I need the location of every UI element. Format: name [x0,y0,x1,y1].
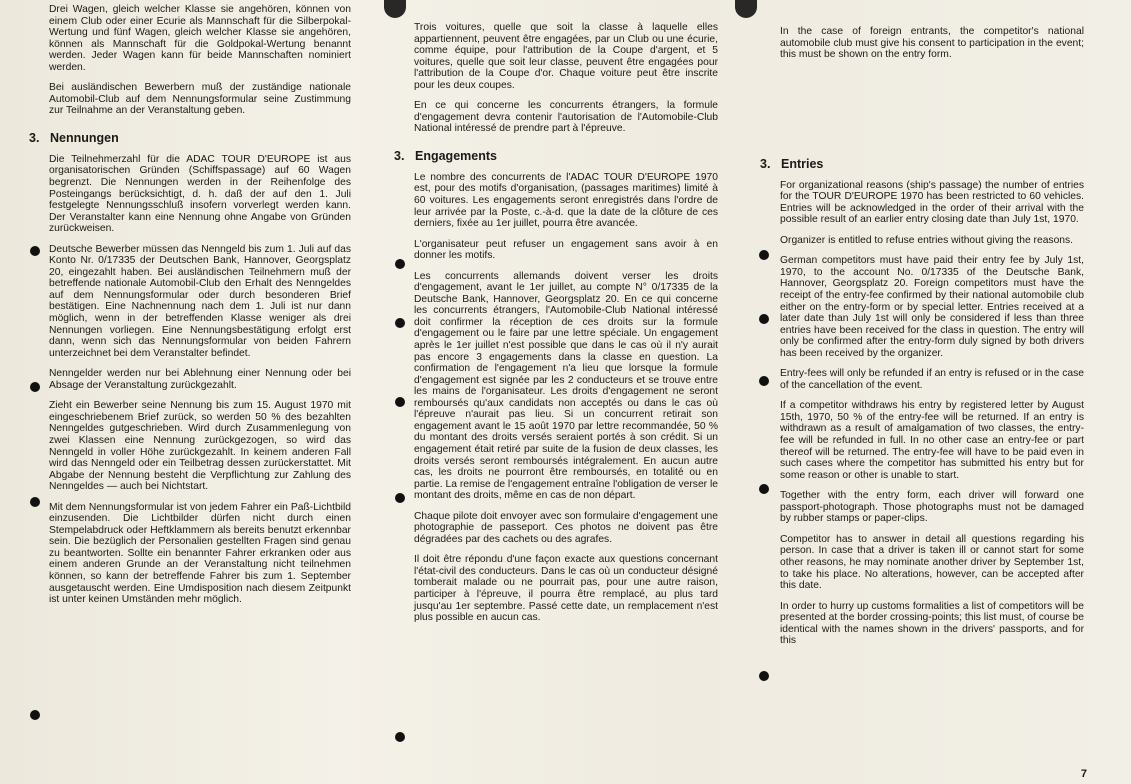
page-number: 7 [1080,768,1087,780]
body-paragraph: For organizational reasons (ship's passage) the number of entries for the TOUR D'EUROPE 1970 has been restricted to 60 vehicles. Entries will be acknowledged in the order of their arrival with the possible result of an earlier entry closing date than July 1st, 1970. [780,179,1084,226]
margin-bullet [30,710,40,720]
body-paragraph: Mit dem Nennungsformular ist von jedem Fahrer ein Paß-Lichtbild einzusenden. Die Lichtbilder dürfen nicht durch einen Stempelabdruck oder Heftklammern als bereits benutzt erkennbar sein. Die bezüglich der Personalien gestellten Fragen sind genau zu beantworten. Sollte ein benannter Fahrer erkranken oder aus einem anderen Grunde an der Veranstaltung nicht teilnehmen können, so kann der betreffende Fahrer bis zum 1. September ausgetauscht werden. Eine Umdisposition nach diesem Zeitpunkt ist unter keinen Umständen mehr möglich. [49,501,351,606]
section-title: Nennungen [50,130,119,145]
margin-bullet [30,382,40,392]
intro-paragraph: Bei ausländischen Bewerbern muß der zuständige nationale Automobil-Club auf dem Nennungsformular seine Zustimmung zur Teilnahme an der Veranstaltung geben. [49,82,351,117]
body-paragraph: Le nombre des concurrents de l'ADAC TOUR D'EUROPE 1970 est, pour des motifs d'organisation, (passages maritimes) limité à 60 voitures. Les engagements seront enregistrés dans l'ordre de leur arrivée par la Poste, c.-à-d. que la date de la clôture de ces derniers, fixée au 1er juillet, pourra être avancée. [414,171,718,230]
section-title: Engagements [415,148,497,163]
intro-paragraph: Trois voitures, quelle que soit la classe à laquelle elles appartiennent, peuvent être engagées, par un Club ou une écurie, comme équipe, pour l'attribution de la Coupe d'argent, et 5 voitures, quelle que soit leur classe, peuvent être engagées pour l'attribution de la Coupe d'or. Chaque voiture peut être inscrite pour les deux coupes. [414,22,718,91]
margin-bullet [395,259,405,269]
margin-bullet [759,250,769,260]
intro-paragraph: Drei Wagen, gleich welcher Klasse sie angehören, können von einem Club oder einer Ecurie als Mannschaft für die Silberpokal-Wertung und fünf Wagen, gleich welcher Klasse sie angehören, können als Mannschaft für die Goldpokal-Wertung benannt werden. Jeder Wagen kann für beide Mannschaften nominiert werden. [49,4,351,73]
margin-bullet [759,314,769,324]
intro-paragraph: In the case of foreign entrants, the competitor's national automobile club must give his consent to participation in the event; this must be shown on the entry form. [780,26,1084,61]
body-paragraph: Entry-fees will only be refunded if an entry is refused or in the case of the cancellation of the event. [780,368,1084,391]
section-title: Entries [781,156,824,171]
body-paragraph: L'organisateur peut refuser un engagement sans avoir à en donner les motifs. [414,238,718,262]
margin-bullet [395,318,405,328]
body-paragraph: Competitor has to answer in detail all questions regarding his person. In case that a driver is taken ill or cannot start for some other reasons, he may nominate another driver by September 1st, to take his place. No alterations, however, can be accepted after this date. [780,533,1084,592]
intro-paragraph: En ce qui concerne les concurrents étrangers, la formule d'engagement devra contenir l'autorisation de l'Automobile-Club National intéressé de prendre part à l'épreuve. [414,100,718,135]
section-number: 3. [760,156,771,171]
margin-bullet [759,671,769,681]
margin-bullet [759,376,769,386]
body-paragraph: Together with the entry form, each driver will forward one passport-photograph. Those photographs must not be damaged by rubber stamps or paper-clips. [780,490,1084,525]
section-heading [394,149,718,163]
body-paragraph: Organizer is entitled to refuse entries without giving the reasons. [780,234,1074,246]
column-english [760,26,1084,656]
column-german [29,4,351,615]
body-paragraph: Chaque pilote doit envoyer avec son formulaire d'engagement une photographie de passeport. Ces photos ne doivent pas être dégradées par des cachets ou des agrafes. [414,510,718,545]
body-paragraph: Nenngelder werden nur bei Ablehnung einer Nennung oder bei Absage der Veranstaltung zurückgezahlt. [49,368,351,391]
body-paragraph: Il doit être répondu d'une façon exacte aux questions concernant l'état-civil des conducteurs. Dans le cas où un conducteur désigné tomberait malade ou ne pourrait pas, pour une autre raison, participer à l'épreuve, il pourra être remplacé, au plus tard jusqu'au 1er septembre. Passé cette date, un remplacement n'est plus possible en aucun cas. [414,554,718,624]
column-french [394,22,718,633]
margin-bullet [395,493,405,503]
body-paragraph: If a competitor withdraws his entry by registered letter by August 15th, 1970, 50 % of the entry-fee will be returned. If an entry is withdrawn as a result of amalgamation of two classes, the entry-fee will be refunded in full. In no other case an entry-fee or part thereof will be returned. The entry-fee will have to be paid even in such cases where the competitor has submitted his entry but for some reason or other is unable to start. [780,400,1084,481]
section-number: 3. [394,148,405,163]
section-heading [29,131,351,145]
body-paragraph: German competitors must have paid their entry fee by July 1st, 1970, to the account No. 0/17335 of the Deutsche Bank, Hannover, Georgsplatz 20. Foreign competitors must have the receipt of the entry-fee confirmed by their national automobile club either on the entry-form or by special letter. Entries received at a later date than July 1st will only be considered if less than three entries have been received for the class in question. The entry will only be confirmed after the entry-form duly signed by both drivers has been received by the organizer. [780,255,1084,359]
margin-bullet [759,484,769,494]
margin-bullet [30,246,40,256]
body-paragraph: Les concurrents allemands doivent verser les droits d'engagement, avant le 1er juillet, au compte N° 0/17335 de la Deutsche Bank, Hannover, Georgsplatz 20. En ce qui concerne les concurrents étrangers, l'Automobile-Club National intéressé doit confirmer la réception de ces droits sur la formule d'engagement ou le faire par une lettre spéciale. Un engagement après le 1er juillet n'est possible que dans le cas où il n'y aurait pas encore 3 engagements dans la classe en question. La confirmation de l'engagement n'a lieu que lorsque la formule d'engagement est signée par les 2 conducteurs et se trouve entre les mains de l'organisateur. Les droits d'engagement ne seront remboursés qu'aux candidats non acceptés ou dans le cas où l'épreuve n'aurait pas lieu. Si un concurrent retirait son engagement avant le 15 août 1970 par lettre recommandée, 50 % du montant des droits versés seraient portés à son crédit. Si un engagement était retiré par suite de la fusion de deux classes, les droits versés seront remboursés intégralement. En aucun autre cas, les droits ne pourront être remboursés, en totalité ou en partie. La remise de l'engagement entraîne l'obligation de verser le montant des droits, même en cas de non départ. [414,270,718,502]
margin-bullet [395,732,405,742]
margin-bullet [395,397,405,407]
body-paragraph: Deutsche Bewerber müssen das Nenngeld bis zum 1. Juli auf das Konto Nr. 0/17335 der Deutschen Bank, Hannover, Georgsplatz 20, eingezahlt haben. Bei ausländischen Teilnehmern muß der betreffende nationale Automobil-Club den Erhalt des Nenngeldes auf dem Nennungsformular oder durch besonderen Brief bestätigen. Eine Nachnennung nach dem 1. Juli ist nur dann möglich, wenn in der betreffenden Klasse weniger als drei Nennungen vorliegen. Eine Nennungsbestätigung erfolgt erst dann, wenn sich das Nennungsformular von beiden Fahrern unterzeichnet bei dem Veranstalter befindet. [49,243,351,359]
section-heading [760,157,1084,171]
body-paragraph: Die Teilnehmerzahl für die ADAC TOUR D'EUROPE ist aus organisatorischen Gründen (Schiffspassage) auf 60 Wagen begrenzt. Die Nennungen werden in der Reihenfolge des Posteingangs berücksichtigt, d. h. daß der auf den 1. Juli festgelegte Nennungsschluß insofern vorverlegt werden kann. Der Veranstalter kann eine Nennung ohne Angabe von Gründen zurückweisen. [49,153,351,235]
section-number: 3. [29,130,40,145]
body-paragraph: Zieht ein Bewerber seine Nennung bis zum 15. August 1970 mit eingeschriebenem Brief zurück, so werden 50 % des bezahlten Nenngeldes gutgeschrieben. Wird durch Zusammenlegung von zwei Klassen eine Nennung zurückgezogen, so wird das Nenngeld in voller Höhe zurückgezahlt. In keinem anderen Fall wird das Nenngeld oder ein Teilbetrag dessen zurückerstattet. Mit Abgabe der Nennung besteht die Verpflichtung zur Zahlung des Nenngeldes — auch bei Nichtstart. [49,400,351,493]
margin-bullet [30,497,40,507]
body-paragraph: In order to hurry up customs formalities a list of competitors will be presented at the border crossing-points; this list must, of course be identical with the names shown in the drivers' passports, and for this [780,600,1084,647]
